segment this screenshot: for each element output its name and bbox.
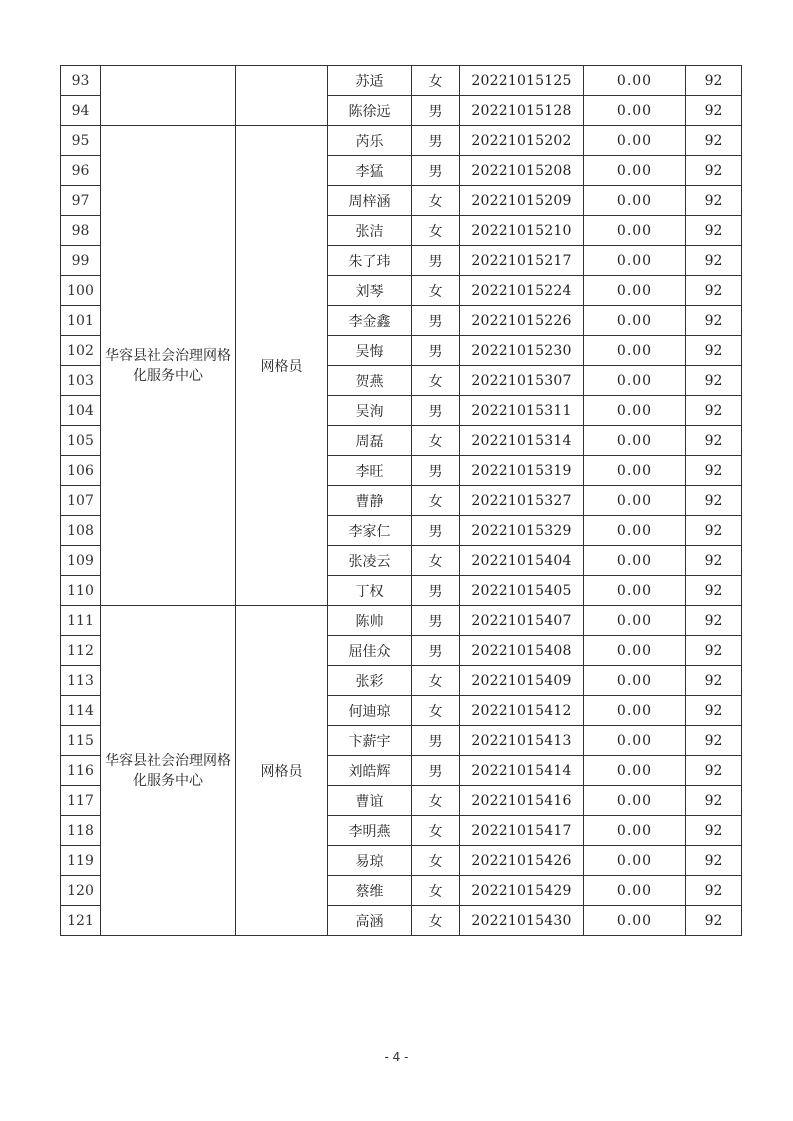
row-number: 94 [61,96,101,126]
rank-cell: 92 [686,126,742,156]
name-cell: 陈帅 [328,606,412,636]
rank-cell: 92 [686,846,742,876]
name-cell: 刘琴 [328,276,412,306]
score-cell: 0.00 [584,426,686,456]
score-cell: 0.00 [584,276,686,306]
position-cell: 网格员 [236,606,328,936]
name-cell: 丁权 [328,576,412,606]
row-number: 96 [61,156,101,186]
score-cell: 0.00 [584,126,686,156]
name-cell: 周梓涵 [328,186,412,216]
score-cell: 0.00 [584,156,686,186]
gender-cell: 男 [412,336,460,366]
roster-table [60,65,742,936]
exam-number-cell: 20221015230 [460,336,584,366]
name-cell: 李旺 [328,456,412,486]
rank-cell: 92 [686,516,742,546]
name-cell: 张洁 [328,216,412,246]
row-number: 109 [61,546,101,576]
row-number: 108 [61,516,101,546]
table-row [61,126,742,156]
score-cell: 0.00 [584,66,686,96]
name-cell: 吴悔 [328,336,412,366]
name-cell: 卞薪宇 [328,726,412,756]
rank-cell: 92 [686,666,742,696]
gender-cell: 女 [412,846,460,876]
rank-cell: 92 [686,66,742,96]
position-cell: 网格员 [236,126,328,606]
gender-cell: 女 [412,66,460,96]
gender-cell: 女 [412,786,460,816]
score-cell: 0.00 [584,396,686,426]
gender-cell: 女 [412,276,460,306]
row-number: 111 [61,606,101,636]
name-cell: 贺燕 [328,366,412,396]
gender-cell: 男 [412,576,460,606]
score-cell: 0.00 [584,606,686,636]
exam-number-cell: 20221015226 [460,306,584,336]
score-cell: 0.00 [584,216,686,246]
gender-cell: 男 [412,96,460,126]
row-number: 115 [61,726,101,756]
exam-number-cell: 20221015217 [460,246,584,276]
rank-cell: 92 [686,216,742,246]
gender-cell: 男 [412,246,460,276]
rank-cell: 92 [686,756,742,786]
rank-cell: 92 [686,366,742,396]
gender-cell: 女 [412,366,460,396]
name-cell: 李家仁 [328,516,412,546]
row-number: 119 [61,846,101,876]
exam-number-cell: 20221015314 [460,426,584,456]
row-number: 104 [61,396,101,426]
position-cell [236,66,328,126]
exam-number-cell: 20221015224 [460,276,584,306]
gender-cell: 男 [412,636,460,666]
name-cell: 朱了玮 [328,246,412,276]
score-cell: 0.00 [584,846,686,876]
score-cell: 0.00 [584,666,686,696]
row-number: 114 [61,696,101,726]
exam-number-cell: 20221015125 [460,66,584,96]
gender-cell: 男 [412,606,460,636]
exam-number-cell: 20221015429 [460,876,584,906]
name-cell: 曹谊 [328,786,412,816]
roster-body [61,66,742,936]
rank-cell: 92 [686,786,742,816]
gender-cell: 女 [412,906,460,936]
rank-cell: 92 [686,276,742,306]
exam-number-cell: 20221015416 [460,786,584,816]
gender-cell: 男 [412,156,460,186]
unit-cell: 华容县社会治理网格化服务中心 [101,606,236,936]
exam-number-cell: 20221015311 [460,396,584,426]
gender-cell: 女 [412,696,460,726]
name-cell: 高涵 [328,906,412,936]
row-number: 99 [61,246,101,276]
gender-cell: 女 [412,426,460,456]
row-number: 120 [61,876,101,906]
name-cell: 蔡维 [328,876,412,906]
exam-number-cell: 20221015202 [460,126,584,156]
row-number: 97 [61,186,101,216]
rank-cell: 92 [686,336,742,366]
row-number: 118 [61,816,101,846]
exam-number-cell: 20221015319 [460,456,584,486]
score-cell: 0.00 [584,726,686,756]
score-cell: 0.00 [584,336,686,366]
table-row [61,66,742,96]
exam-number-cell: 20221015404 [460,546,584,576]
rank-cell: 92 [686,576,742,606]
row-number: 100 [61,276,101,306]
exam-number-cell: 20221015407 [460,606,584,636]
gender-cell: 男 [412,516,460,546]
rank-cell: 92 [686,816,742,846]
row-number: 93 [61,66,101,96]
rank-cell: 92 [686,906,742,936]
exam-number-cell: 20221015426 [460,846,584,876]
exam-number-cell: 20221015413 [460,726,584,756]
gender-cell: 女 [412,486,460,516]
score-cell: 0.00 [584,816,686,846]
name-cell: 吴洵 [328,396,412,426]
exam-number-cell: 20221015430 [460,906,584,936]
score-cell: 0.00 [584,96,686,126]
exam-number-cell: 20221015208 [460,156,584,186]
rank-cell: 92 [686,726,742,756]
score-cell: 0.00 [584,246,686,276]
exam-number-cell: 20221015329 [460,516,584,546]
gender-cell: 男 [412,126,460,156]
score-cell: 0.00 [584,546,686,576]
rank-cell: 92 [686,156,742,186]
rank-cell: 92 [686,606,742,636]
gender-cell: 男 [412,396,460,426]
row-number: 113 [61,666,101,696]
row-number: 101 [61,306,101,336]
row-number: 112 [61,636,101,666]
name-cell: 刘皓辉 [328,756,412,786]
name-cell: 陈徐远 [328,96,412,126]
unit-cell: 华容县社会治理网格化服务中心 [101,126,236,606]
exam-number-cell: 20221015128 [460,96,584,126]
rank-cell: 92 [686,186,742,216]
name-cell: 芮乐 [328,126,412,156]
row-number: 98 [61,216,101,246]
table-row [61,606,742,636]
exam-number-cell: 20221015409 [460,666,584,696]
exam-number-cell: 20221015412 [460,696,584,726]
row-number: 107 [61,486,101,516]
exam-number-cell: 20221015209 [460,186,584,216]
score-cell: 0.00 [584,456,686,486]
rank-cell: 92 [686,426,742,456]
row-number: 116 [61,756,101,786]
gender-cell: 女 [412,666,460,696]
exam-number-cell: 20221015408 [460,636,584,666]
score-cell: 0.00 [584,306,686,336]
row-number: 95 [61,126,101,156]
name-cell: 屈佳众 [328,636,412,666]
exam-number-cell: 20221015414 [460,756,584,786]
name-cell: 李金鑫 [328,306,412,336]
rank-cell: 92 [686,306,742,336]
score-cell: 0.00 [584,186,686,216]
unit-cell [101,66,236,126]
score-cell: 0.00 [584,516,686,546]
row-number: 105 [61,426,101,456]
exam-number-cell: 20221015405 [460,576,584,606]
gender-cell: 女 [412,216,460,246]
row-number: 106 [61,456,101,486]
row-number: 121 [61,906,101,936]
name-cell: 何迪琼 [328,696,412,726]
page-number: - 4 - [384,1050,409,1064]
rank-cell: 92 [686,696,742,726]
rank-cell: 92 [686,96,742,126]
score-cell: 0.00 [584,576,686,606]
gender-cell: 女 [412,546,460,576]
rank-cell: 92 [686,876,742,906]
row-number: 103 [61,366,101,396]
name-cell: 周磊 [328,426,412,456]
name-cell: 易琼 [328,846,412,876]
gender-cell: 男 [412,756,460,786]
rank-cell: 92 [686,636,742,666]
name-cell: 张彩 [328,666,412,696]
name-cell: 苏适 [328,66,412,96]
score-cell: 0.00 [584,906,686,936]
name-cell: 曹静 [328,486,412,516]
gender-cell: 女 [412,186,460,216]
score-cell: 0.00 [584,636,686,666]
row-number: 117 [61,786,101,816]
gender-cell: 女 [412,876,460,906]
exam-number-cell: 20221015417 [460,816,584,846]
rank-cell: 92 [686,246,742,276]
row-number: 110 [61,576,101,606]
name-cell: 张凌云 [328,546,412,576]
rank-cell: 92 [686,456,742,486]
rank-cell: 92 [686,546,742,576]
name-cell: 李明燕 [328,816,412,846]
exam-number-cell: 20221015210 [460,216,584,246]
score-cell: 0.00 [584,366,686,396]
gender-cell: 男 [412,726,460,756]
score-cell: 0.00 [584,876,686,906]
score-cell: 0.00 [584,756,686,786]
score-cell: 0.00 [584,696,686,726]
gender-cell: 男 [412,456,460,486]
row-number: 102 [61,336,101,366]
score-cell: 0.00 [584,786,686,816]
exam-number-cell: 20221015327 [460,486,584,516]
gender-cell: 男 [412,306,460,336]
score-cell: 0.00 [584,486,686,516]
rank-cell: 92 [686,396,742,426]
exam-number-cell: 20221015307 [460,366,584,396]
name-cell: 李猛 [328,156,412,186]
rank-cell: 92 [686,486,742,516]
gender-cell: 女 [412,816,460,846]
